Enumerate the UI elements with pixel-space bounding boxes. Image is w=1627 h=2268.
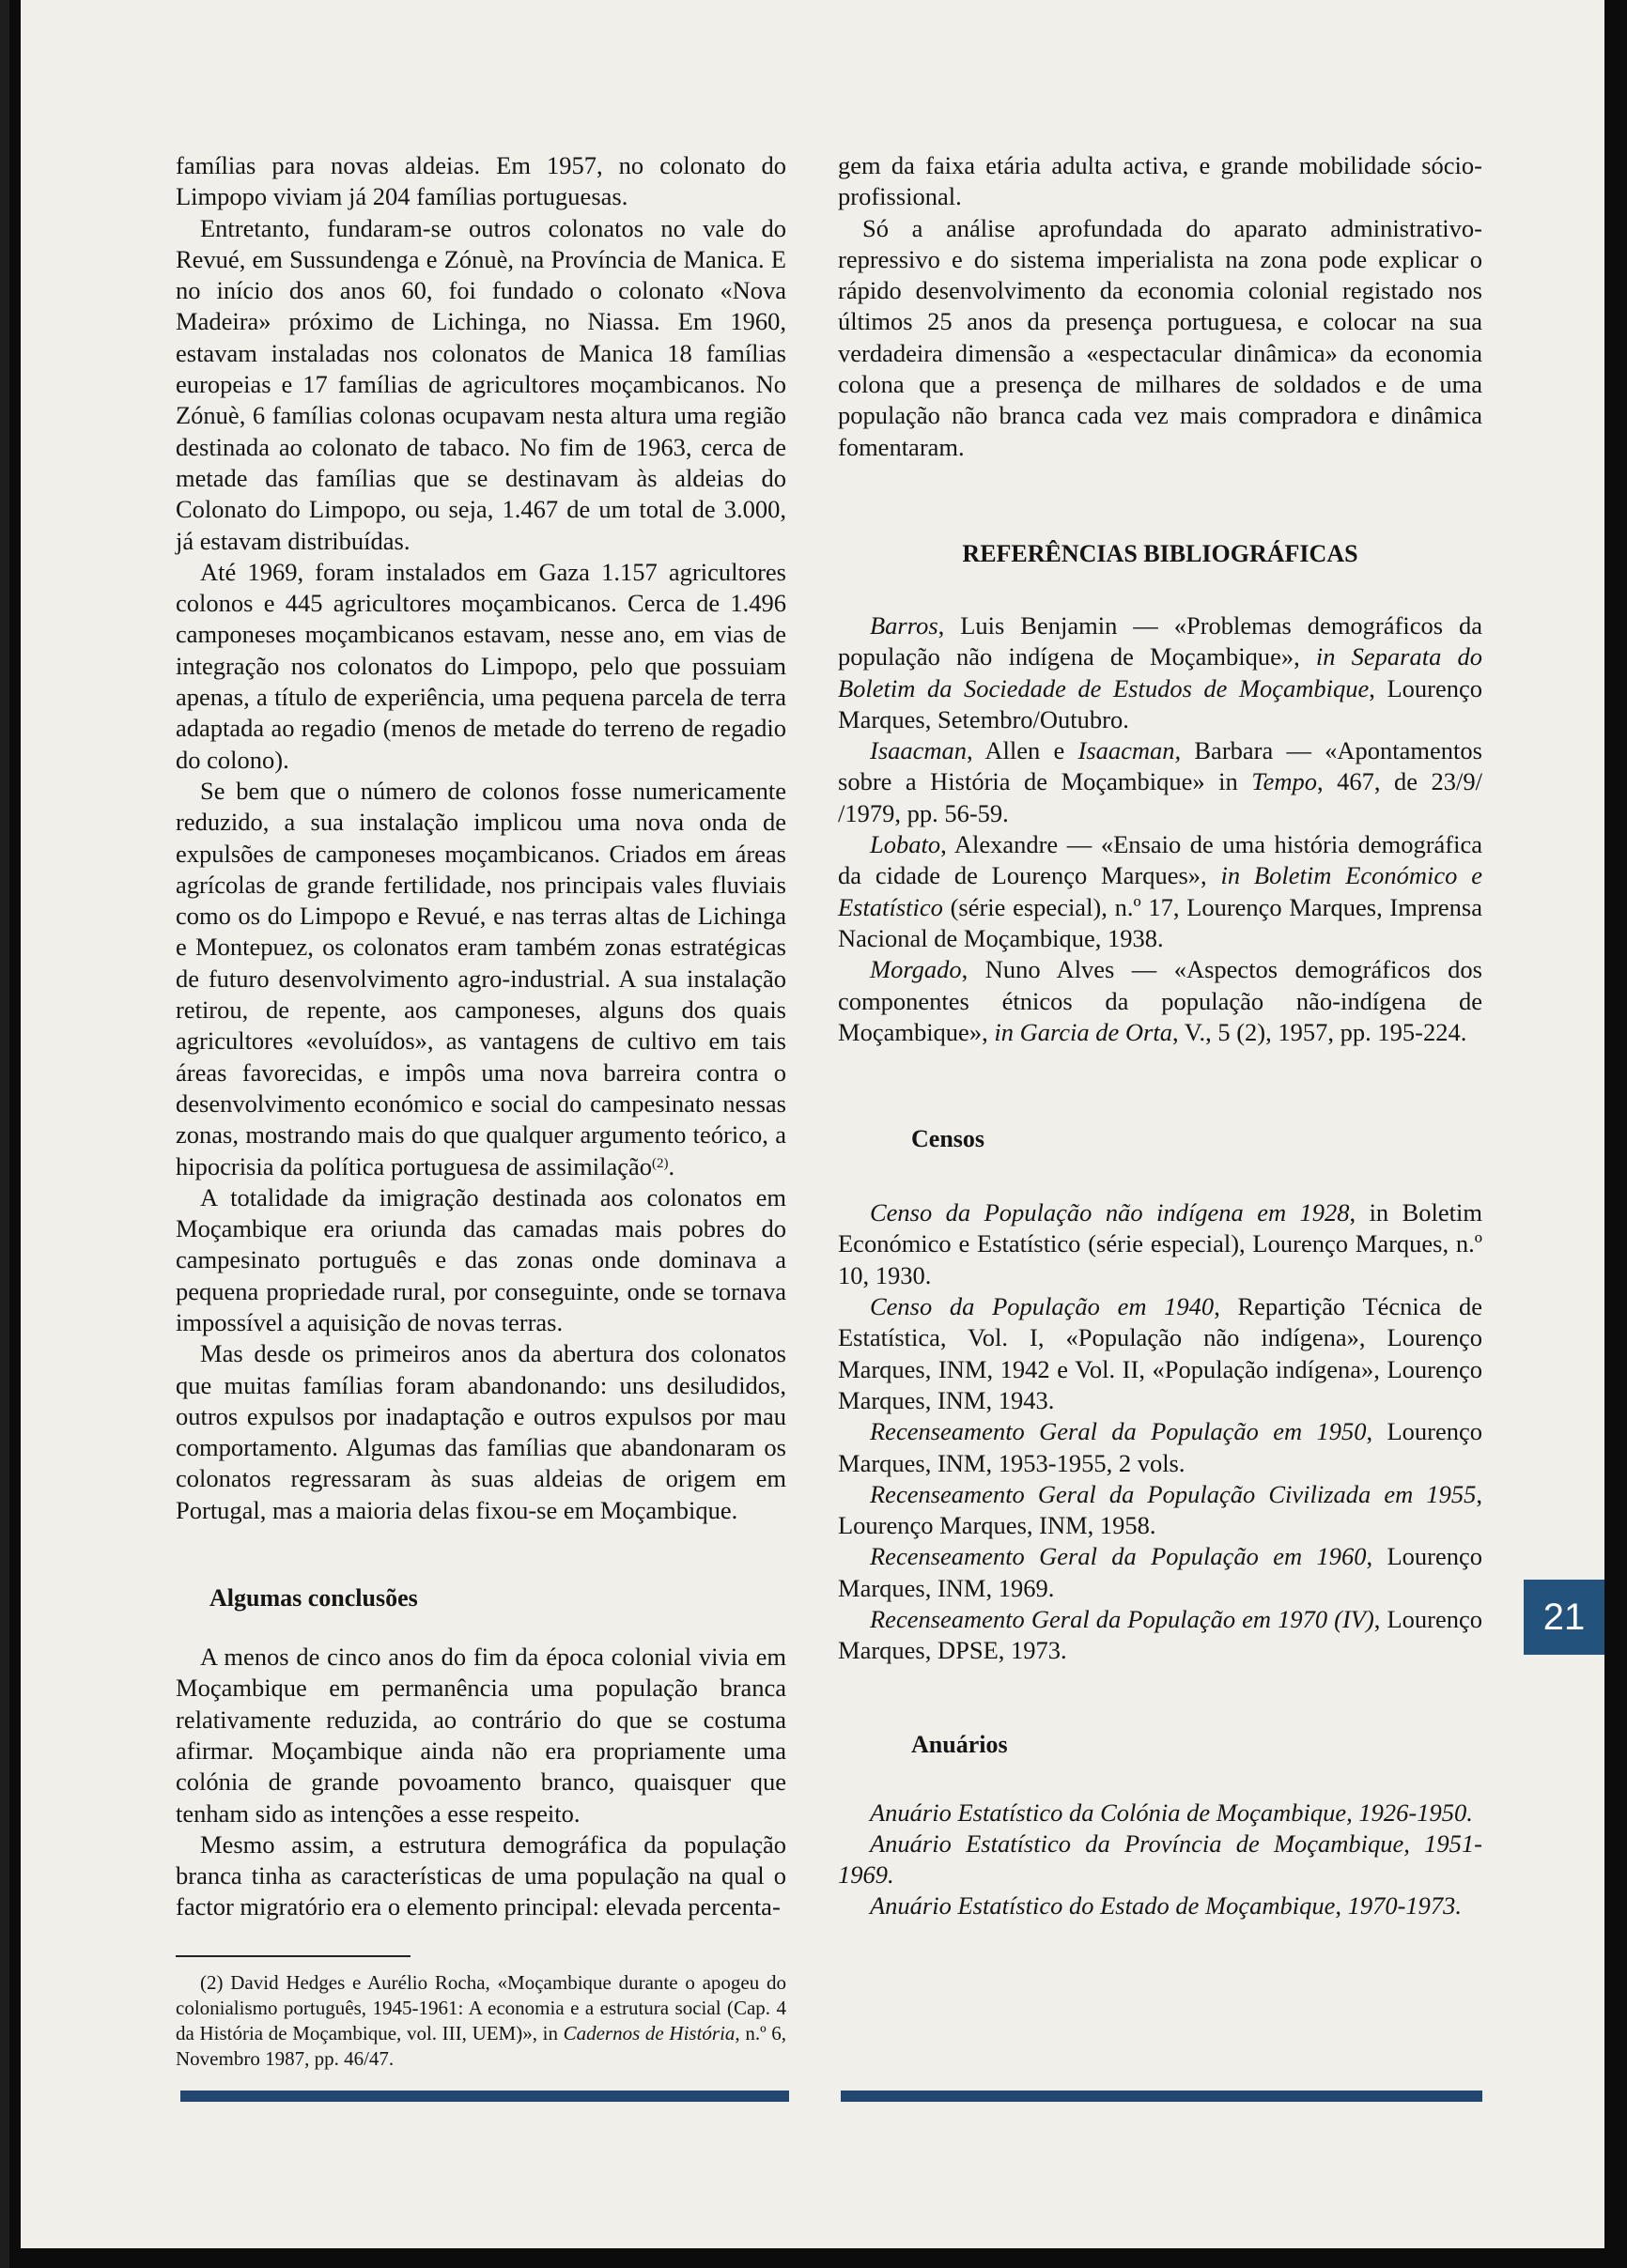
censos-heading: Censos	[911, 1125, 985, 1153]
left-footer-bar	[180, 2091, 789, 2102]
paragraph: famílias para novas aldeias. Em 1957, no colonato do Limpopo viviam já 204 famílias portuguesas.	[176, 151, 786, 211]
census-entry: Recenseamento Geral da População em 1960, Lourenço Marques, INM, 1969.	[838, 1542, 1482, 1602]
paragraph: Mas desde os primeiros anos da abertura dos colonatos que muitas famílias foram abandonando: uns desiludidos, outros expulsos por inadaptação e outros expulsos por mau comportamento. Algumas das famílias que abandonaram os colonatos regressaram às suas aldeias de origem em Portugal, mas a maioria delas fixou-se em Moçambique.	[176, 1339, 786, 1524]
page-binding-edge	[0, 0, 9, 2268]
census-entry: Recenseamento Geral da População em 1970 (IV), Lourenço Marques, DPSE, 1973.	[838, 1604, 1482, 1665]
reference-entry: Isaacman, Allen e Isaacman, Barbara — «Apontamentos sobre a História de Moçambique» in Tempo, 467, de 23/9/ /1979, pp. 56-59.	[838, 736, 1482, 827]
paragraph: A totalidade da imigração destinada aos colonatos em Moçambique era oriunda das camadas mais pobres do campesinato português e das zonas onde dominava a pequena propriedade rural, por conseguinte, onde se tornava impossível a aquisição de novas terras.	[176, 1182, 786, 1336]
left-column	[176, 150, 786, 2072]
footnote-reference[interactable]: (2)	[652, 1155, 669, 1171]
reference-entry: Lobato, Alexandre — «Ensaio de uma história demográfica da cidade de Lourenço Marques», in Boletim Económico e Estatístico (série especial), n.º 17, Lourenço Marques, Imprensa Nacional de Moçambique, 1938.	[838, 830, 1482, 952]
footnote-text: (2) David Hedges e Aurélio Rocha, «Moçambique durante o apogeu do colonialismo português, 1945-1961: A economia e a estrutura social (Cap. 4 da História de Moçambique, vol. III, UEM)», in	[176, 1970, 786, 2044]
paragraph: gem da faixa etária adulta activa, e grande mobilidade sócio-profissional.	[838, 151, 1482, 211]
page	[21, 0, 1604, 2248]
paragraph: Mesmo assim, a estrutura demográfica da população branca tinha as características de uma população na qual o factor migratório era o elemento principal: elevada percenta-	[176, 1829, 786, 1921]
paragraph: Entretanto, fundaram-se outros colonatos no vale do Revué, em Sussundenga e Zónuè, na Província de Manica. E no início dos anos 60, foi fundado o colonato «Nova Madeira» próximo de Lichinga, no Niassa. Em 1960, estavam instaladas nos colonatos de Manica 18 famílias europeias e 17 famílias de agricultores moçambicanos. No Zónuè, 6 famílias colonas ocupavam nesta altura uma região destinada ao colonato de tabaco. No fim de 1963, cerca de metade das famílias que se destinavam às aldeias do Colonato do Limpopo, ou seja, 1.467 de um total de 3.000, já estavam distribuídas.	[176, 213, 786, 555]
references-heading: REFERÊNCIAS BIBLIOGRÁFICAS	[962, 539, 1358, 567]
census-entry: Censo da População em 1940, Repartição Técnica de Estatística, Vol. I, «População não indígena», Lourenço Marques, INM, 1942 e Vol. II, «População indígena», Lourenço Marques, INM, 1943.	[838, 1292, 1483, 1414]
paragraph: Se bem que o número de colonos fosse numericamente reduzido, a sua instalação implicou uma nova onda de expulsões de camponeses moçambicanos. Criados em áreas agrícolas de grande fertilidade, nos principais vales fluviais como os do Limpopo e Revué, e nas terras altas de Lichinga e Montepuez, os colonatos eram também zonas estratégicas de futuro desenvolvimento agro-industrial. A sua instalação retirou, de repente, aos camponeses, alguns dos quais agricultores «evoluídos», as vantagens de cultivo em tais áreas favorecidas, e impôs uma nova barreira contra o desenvolvimento económico e social do campesinato nessas zonas, mostrando mais do que qualquer argumento teórico, a hipocrisia da política portuguesa de assimilação$^{(2)}$.	[176, 776, 786, 1180]
footnote-divider	[176, 1955, 411, 1957]
yearbook-entry: Anuário Estatístico do Estado de Moçambique, 1970-1973.	[870, 1891, 1463, 1921]
right-footer-bar	[841, 2091, 1482, 2102]
reference-entry: Morgado, Nuno Alves — «Aspectos demográficos dos componentes étnicos da população não-indígena de Moçambique», in Garcia de Orta, V., 5 (2), 1957, pp. 195-224.	[838, 955, 1482, 1046]
census-entry: Recenseamento Geral da População Civilizada em 1955, Lourenço Marques, INM, 1958.	[838, 1479, 1482, 1540]
footnote-text: , n.º 6, Novembro 1987, pp. 46/47.	[176, 2021, 786, 2070]
footnote-journal: Cadernos de História	[563, 2021, 736, 2044]
paragraph-text: Se bem que o número de colonos fosse numericamente reduzido, a sua instalação implicou uma nova onda de expulsões de camponeses moçambicanos. Criados em áreas agrícolas de grande fertilidade, nos principais vales fluviais como os do Limpopo e Revué, e nas terras altas de Lichinga e Montepuez, os colonatos eram também zonas estratégicas de futuro desenvolvimento agro-industrial. A sua instalação retirou, de repente, aos camponeses, alguns dos quais agricultores «evoluídos», as vantagens de cultivo em tais áreas favorecidas, e impôs uma nova barreira contra o desenvolvimento económico e social do campesinato nessas zonas, mostrando mais do que qualquer argumento teórico, a hipocrisia da política portuguesa de assimilação	[176, 776, 786, 1180]
page-number-tab: 21	[1524, 1580, 1604, 1655]
paragraph: Até 1969, foram instalados em Gaza 1.157 agricultores colonos e 445 agricultores moçambicanos. Cerca de 1.496 camponeses moçambicanos estavam, nesse ano, em vias de integração nos colonatos do Limpopo, pelo que possuiam apenas, a título de experiência, uma pequena parcela de terra adaptada ao regadio (menos de metade do terreno de regadio do colono).	[176, 557, 786, 774]
paragraph: Só a análise aprofundada do aparato administrativo-repressivo e do sistema imperialista na zona pode explicar o rápido desenvolvimento da economia colonial registado nos últimos 25 anos da presença portuguesa, e colocar na sua verdadeira dimensão a «espectacular dinâmica» da economia colona que a presença de milhares de soldados e de uma população não branca cada vez mais compradora e dinâmica fomentaram.	[838, 213, 1482, 461]
census-entry: Censo da População não indígena em 1928, in Boletim Económico e Estatístico (série especial), Lourenço Marques, n.º 10, 1930.	[838, 1198, 1482, 1289]
census-entry: Recenseamento Geral da População em 1950, Lourenço Marques, INM, 1953-1955, 2 vols.	[838, 1417, 1482, 1477]
reference-entry: Barros, Luis Benjamin — «Problemas demográficos da população não indígena de Moçambique», in Separata do Boletim da Sociedade de Estudos de Moçambique, Lourenço Marques, Setembro/Outubro.	[838, 610, 1482, 733]
yearbook-entry: Anuário Estatístico da Província de Moçambique, 1951-1969.	[838, 1828, 1482, 1890]
paragraph: A menos de cinco anos do fim da época colonial vivia em Moçambique em permanência uma população branca relativamente reduzida, ao contrário do que se costuma afirmar. Moçambique ainda não era propriamente uma colónia de grande povoamento branco, quaisquer que tenham sido as intenções a esse respeito.	[176, 1643, 786, 1828]
footnote	[176, 1970, 786, 2072]
yearbook-entry: Anuário Estatístico da Colónia de Moçambique, 1926-1950.	[870, 1797, 1473, 1827]
section-heading: Algumas conclusões	[209, 1584, 418, 1612]
anuarios-heading: Anuários	[911, 1730, 1008, 1758]
right-column	[838, 150, 1482, 1922]
